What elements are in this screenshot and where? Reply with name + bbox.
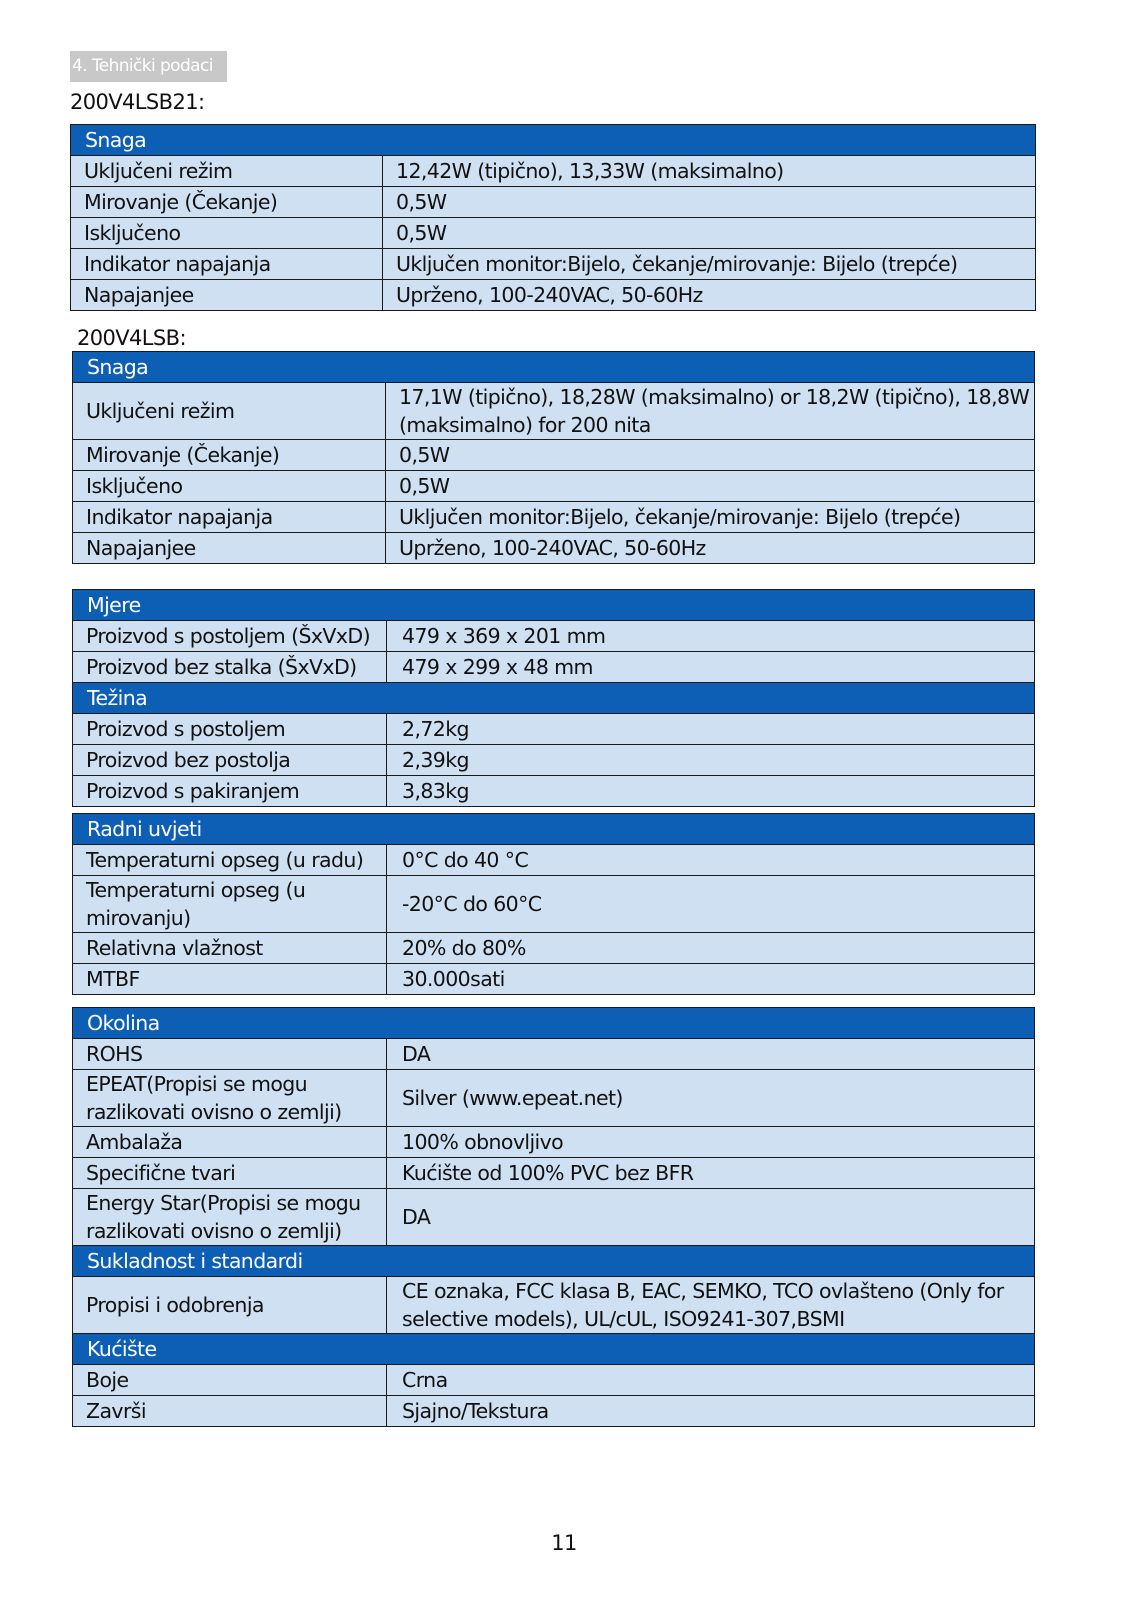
table-row — [71, 249, 1036, 280]
spec-value: 30.000sati — [387, 964, 1035, 995]
spec-label: Indikator napajanja — [71, 249, 383, 280]
spec-label: Proizvod bez postolja — [73, 745, 387, 776]
table-row — [73, 933, 1035, 964]
spec-label: Temperaturni opseg (u radu) — [73, 845, 387, 876]
spec-label: Napajanjee — [73, 533, 386, 564]
spec-value: Uključen monitor:Bijelo, čekanje/mirovanje: Bijelo (trepće) — [386, 502, 1035, 533]
spec-value: 0,5W — [383, 218, 1036, 249]
table-row — [73, 1039, 1035, 1070]
spec-value: 2,72kg — [387, 714, 1035, 745]
table-row — [73, 1158, 1035, 1189]
spec-table-environment-compliance-cabinet — [72, 1007, 1035, 1427]
spec-value: -20°C do 60°C — [387, 876, 1035, 933]
spec-label: Proizvod s pakiranjem — [73, 776, 387, 807]
spec-label: Napajanjee — [71, 280, 383, 311]
table-row — [73, 714, 1035, 745]
spec-label: EPEAT(Propisi se mogu razlikovati ovisno o zemlji) — [73, 1070, 387, 1127]
table-row — [73, 845, 1035, 876]
table-row — [73, 383, 1035, 440]
group-header-row — [73, 1008, 1035, 1039]
spec-label: Proizvod bez stalka (ŠxVxD) — [73, 652, 387, 683]
table-row — [73, 876, 1035, 933]
group-title: Snaga — [71, 125, 1036, 156]
section-tag: 4. Tehnički podaci — [70, 51, 227, 82]
spec-label: Boje — [73, 1365, 387, 1396]
spec-value: CE oznaka, FCC klasa B, EAC, SEMKO, TCO ovlašteno (Only for selective models), UL/cUL, ISO9241-307,BSMI — [387, 1277, 1035, 1334]
group-header-row — [73, 590, 1035, 621]
spec-label: Mirovanje (Čekanje) — [73, 440, 386, 471]
spec-label: ROHS — [73, 1039, 387, 1070]
table-row — [73, 1277, 1035, 1334]
spec-value: 100% obnovljivo — [387, 1127, 1035, 1158]
table-row — [73, 471, 1035, 502]
group-title: Snaga — [73, 352, 1035, 383]
spec-label: Uključeni režim — [71, 156, 383, 187]
spec-table-operating-conditions — [72, 813, 1035, 995]
spec-label: Mirovanje (Čekanje) — [71, 187, 383, 218]
table-row — [73, 1127, 1035, 1158]
model-heading-200v4lsb21: 200V4LSB21: — [70, 90, 205, 114]
spec-value: Silver (www.epeat.net) — [387, 1070, 1035, 1127]
group-header-row — [73, 1334, 1035, 1365]
table-row — [71, 218, 1036, 249]
spec-label: Indikator napajanja — [73, 502, 386, 533]
table-row — [71, 187, 1036, 218]
spec-label: Završi — [73, 1396, 387, 1427]
table-row — [73, 502, 1035, 533]
spec-value: 3,83kg — [387, 776, 1035, 807]
table-row — [73, 652, 1035, 683]
spec-table-power-200v4lsb — [72, 351, 1035, 564]
spec-label: Energy Star(Propisi se mogu razlikovati ovisno o zemlji) — [73, 1189, 387, 1246]
table-row — [73, 440, 1035, 471]
table-row — [73, 964, 1035, 995]
spec-value: 17,1W (tipično), 18,28W (maksimalno) or 18,2W (tipično), 18,8W (maksimalno) for 200 nita — [386, 383, 1035, 440]
group-title: Mjere — [73, 590, 1035, 621]
spec-value: 0,5W — [386, 440, 1035, 471]
spec-value: 0°C do 40 °C — [387, 845, 1035, 876]
table-row — [73, 776, 1035, 807]
spec-value: 20% do 80% — [387, 933, 1035, 964]
group-title: Kućište — [73, 1334, 1035, 1365]
group-title: Okolina — [73, 1008, 1035, 1039]
spec-value: Sjajno/Tekstura — [387, 1396, 1035, 1427]
table-row — [73, 1396, 1035, 1427]
spec-value: 0,5W — [383, 187, 1036, 218]
table-row — [71, 156, 1036, 187]
model-heading-200v4lsb: 200V4LSB: — [77, 326, 186, 350]
table-row — [71, 280, 1036, 311]
spec-label: Isključeno — [73, 471, 386, 502]
table-row — [73, 1189, 1035, 1246]
spec-table-dimensions-weight — [72, 589, 1035, 807]
table-row — [73, 1070, 1035, 1127]
spec-value: 479 x 369 x 201 mm — [387, 621, 1035, 652]
spec-value: 0,5W — [386, 471, 1035, 502]
spec-value: Uprženo, 100-240VAC, 50-60Hz — [383, 280, 1036, 311]
table-row — [73, 621, 1035, 652]
spec-value: 479 x 299 x 48 mm — [387, 652, 1035, 683]
spec-value: Uprženo, 100-240VAC, 50-60Hz — [386, 533, 1035, 564]
spec-label: Ambalaža — [73, 1127, 387, 1158]
spec-value: DA — [387, 1189, 1035, 1246]
spec-label: Uključeni režim — [73, 383, 386, 440]
spec-label: Temperaturni opseg (u mirovanju) — [73, 876, 387, 933]
spec-value: Kućište od 100% PVC bez BFR — [387, 1158, 1035, 1189]
spec-value: Crna — [387, 1365, 1035, 1396]
spec-label: Proizvod s postoljem (ŠxVxD) — [73, 621, 387, 652]
group-header-row — [71, 125, 1036, 156]
spec-label: Specifične tvari — [73, 1158, 387, 1189]
spec-label: Isključeno — [71, 218, 383, 249]
spec-label: Relativna vlažnost — [73, 933, 387, 964]
spec-label: Propisi i odobrenja — [73, 1277, 387, 1334]
page-number: 11 — [551, 1531, 577, 1555]
spec-value: DA — [387, 1039, 1035, 1070]
spec-label: MTBF — [73, 964, 387, 995]
spec-label: Proizvod s postoljem — [73, 714, 387, 745]
group-header-row — [73, 352, 1035, 383]
group-title: Sukladnost i standardi — [73, 1246, 1035, 1277]
group-title: Težina — [73, 683, 1035, 714]
group-title: Radni uvjeti — [73, 814, 1035, 845]
table-row — [73, 533, 1035, 564]
spec-value: 2,39kg — [387, 745, 1035, 776]
group-header-row — [73, 814, 1035, 845]
table-row — [73, 1365, 1035, 1396]
spec-table-power-200v4lsb21 — [70, 124, 1036, 311]
group-header-row — [73, 1246, 1035, 1277]
spec-value: Uključen monitor:Bijelo, čekanje/mirovanje: Bijelo (trepće) — [383, 249, 1036, 280]
table-row — [73, 745, 1035, 776]
group-header-row — [73, 683, 1035, 714]
spec-value: 12,42W (tipično), 13,33W (maksimalno) — [383, 156, 1036, 187]
